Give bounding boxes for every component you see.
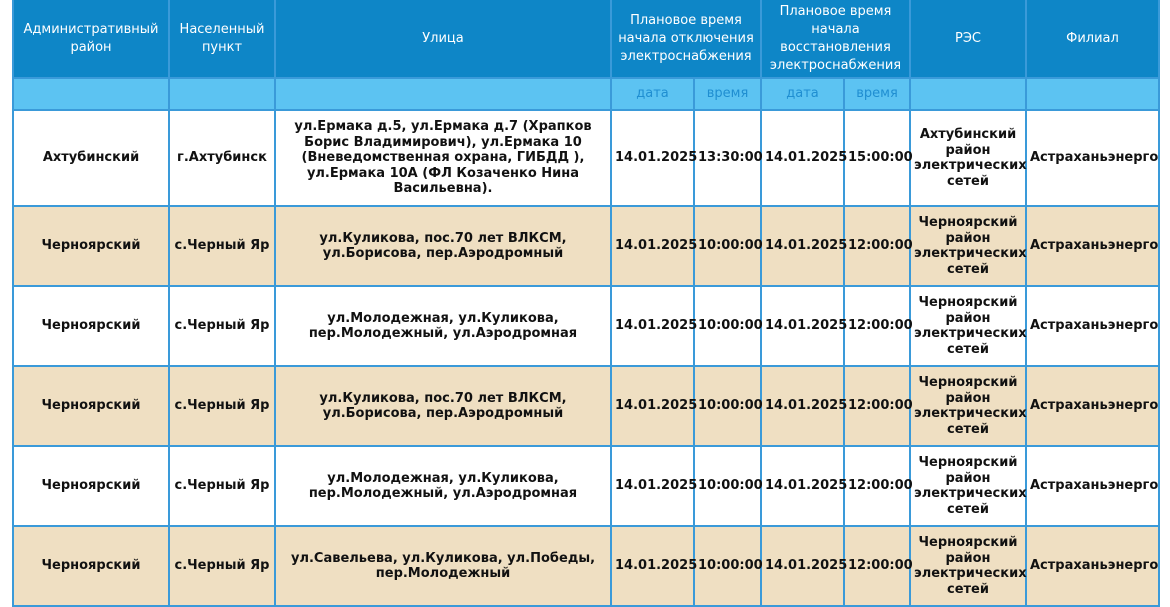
table-row bbox=[13, 366, 1159, 446]
cell-off-time: 10:00:00 bbox=[694, 206, 761, 286]
cell-on-time: 12:00:00 bbox=[844, 446, 910, 526]
cell-res: Черноярский район электрических сетей bbox=[910, 366, 1026, 446]
subheader-empty bbox=[275, 78, 611, 110]
cell-res: Черноярский район электрических сетей bbox=[910, 526, 1026, 606]
cell-street: ул.Куликова, пос.70 лет ВЛКСМ, ул.Борисова, пер.Аэродромный bbox=[275, 206, 611, 286]
table-row bbox=[13, 526, 1159, 606]
cell-branch: Астраханьэнерго bbox=[1026, 206, 1159, 286]
cell-locality: г.Ахтубинск bbox=[169, 110, 275, 206]
cell-off-time: 13:30:00 bbox=[694, 110, 761, 206]
cell-locality: с.Черный Яр bbox=[169, 366, 275, 446]
cell-street: ул.Куликова, пос.70 лет ВЛКСМ, ул.Борисова, пер.Аэродромный bbox=[275, 366, 611, 446]
cell-off-time: 10:00:00 bbox=[694, 526, 761, 606]
cell-on-date: 14.01.2025 bbox=[761, 110, 844, 206]
cell-district: Ахтубинский bbox=[13, 110, 169, 206]
cell-locality: с.Черный Яр bbox=[169, 206, 275, 286]
cell-on-date: 14.01.2025 bbox=[761, 206, 844, 286]
cell-res: Черноярский район электрических сетей bbox=[910, 206, 1026, 286]
cell-district: Черноярский bbox=[13, 446, 169, 526]
cell-branch: Астраханьэнерго bbox=[1026, 446, 1159, 526]
table-row bbox=[13, 286, 1159, 366]
subheader-empty bbox=[13, 78, 169, 110]
cell-district: Черноярский bbox=[13, 286, 169, 366]
cell-on-time: 12:00:00 bbox=[844, 286, 910, 366]
header-locality: Населенный пункт bbox=[169, 0, 275, 78]
cell-locality: с.Черный Яр bbox=[169, 526, 275, 606]
table-body bbox=[13, 110, 1159, 606]
header-branch: Филиал bbox=[1026, 0, 1159, 78]
header-res: РЭС bbox=[910, 0, 1026, 78]
cell-on-time: 12:00:00 bbox=[844, 526, 910, 606]
subheader-on-date: дата bbox=[761, 78, 844, 110]
cell-on-date: 14.01.2025 bbox=[761, 446, 844, 526]
cell-street: ул.Молодежная, ул.Куликова, пер.Молодежный, ул.Аэродромная bbox=[275, 286, 611, 366]
table-row bbox=[13, 446, 1159, 526]
cell-street: ул.Ермака д.5, ул.Ермака д.7 (Храпков Борис Владимирович), ул.Ермака 10 (Вневедомственная охрана, ГИБДД ), ул.Ермака 10А (ФЛ Козаченко Нина Васильевна). bbox=[275, 110, 611, 206]
cell-branch: Астраханьэнерго bbox=[1026, 286, 1159, 366]
cell-off-date: 14.01.2025 bbox=[611, 286, 694, 366]
cell-res: Ахтубинский район электрических сетей bbox=[910, 110, 1026, 206]
table-row bbox=[13, 206, 1159, 286]
cell-on-time: 15:00:00 bbox=[844, 110, 910, 206]
cell-on-date: 14.01.2025 bbox=[761, 526, 844, 606]
cell-locality: с.Черный Яр bbox=[169, 286, 275, 366]
header-on-time: Плановое время начала восстановления электроснабжения bbox=[761, 0, 910, 78]
subheader-off-date: дата bbox=[611, 78, 694, 110]
table-header bbox=[13, 0, 1159, 110]
header-district: Административный район bbox=[13, 0, 169, 78]
cell-off-time: 10:00:00 bbox=[694, 286, 761, 366]
cell-off-date: 14.01.2025 bbox=[611, 526, 694, 606]
cell-street: ул.Молодежная, ул.Куликова, пер.Молодежный, ул.Аэродромная bbox=[275, 446, 611, 526]
cell-district: Черноярский bbox=[13, 366, 169, 446]
cell-res: Черноярский район электрических сетей bbox=[910, 446, 1026, 526]
outage-table bbox=[12, 0, 1160, 607]
cell-off-date: 14.01.2025 bbox=[611, 110, 694, 206]
cell-off-time: 10:00:00 bbox=[694, 366, 761, 446]
cell-street: ул.Савельева, ул.Куликова, ул.Победы, пер.Молодежный bbox=[275, 526, 611, 606]
cell-res: Черноярский район электрических сетей bbox=[910, 286, 1026, 366]
cell-district: Черноярский bbox=[13, 206, 169, 286]
cell-on-date: 14.01.2025 bbox=[761, 286, 844, 366]
cell-on-time: 12:00:00 bbox=[844, 366, 910, 446]
cell-off-date: 14.01.2025 bbox=[611, 446, 694, 526]
cell-branch: Астраханьэнерго bbox=[1026, 110, 1159, 206]
subheader-empty bbox=[910, 78, 1026, 110]
subheader-empty bbox=[169, 78, 275, 110]
cell-on-time: 12:00:00 bbox=[844, 206, 910, 286]
cell-on-date: 14.01.2025 bbox=[761, 366, 844, 446]
cell-off-time: 10:00:00 bbox=[694, 446, 761, 526]
subheader-empty bbox=[1026, 78, 1159, 110]
subheader-on-time: время bbox=[844, 78, 910, 110]
subheader-off-time: время bbox=[694, 78, 761, 110]
cell-district: Черноярский bbox=[13, 526, 169, 606]
header-off-time: Плановое время начала отключения электроснабжения bbox=[611, 0, 761, 78]
table-row bbox=[13, 110, 1159, 206]
cell-off-date: 14.01.2025 bbox=[611, 366, 694, 446]
header-street: Улица bbox=[275, 0, 611, 78]
cell-off-date: 14.01.2025 bbox=[611, 206, 694, 286]
cell-branch: Астраханьэнерго bbox=[1026, 526, 1159, 606]
cell-branch: Астраханьэнерго bbox=[1026, 366, 1159, 446]
cell-locality: с.Черный Яр bbox=[169, 446, 275, 526]
